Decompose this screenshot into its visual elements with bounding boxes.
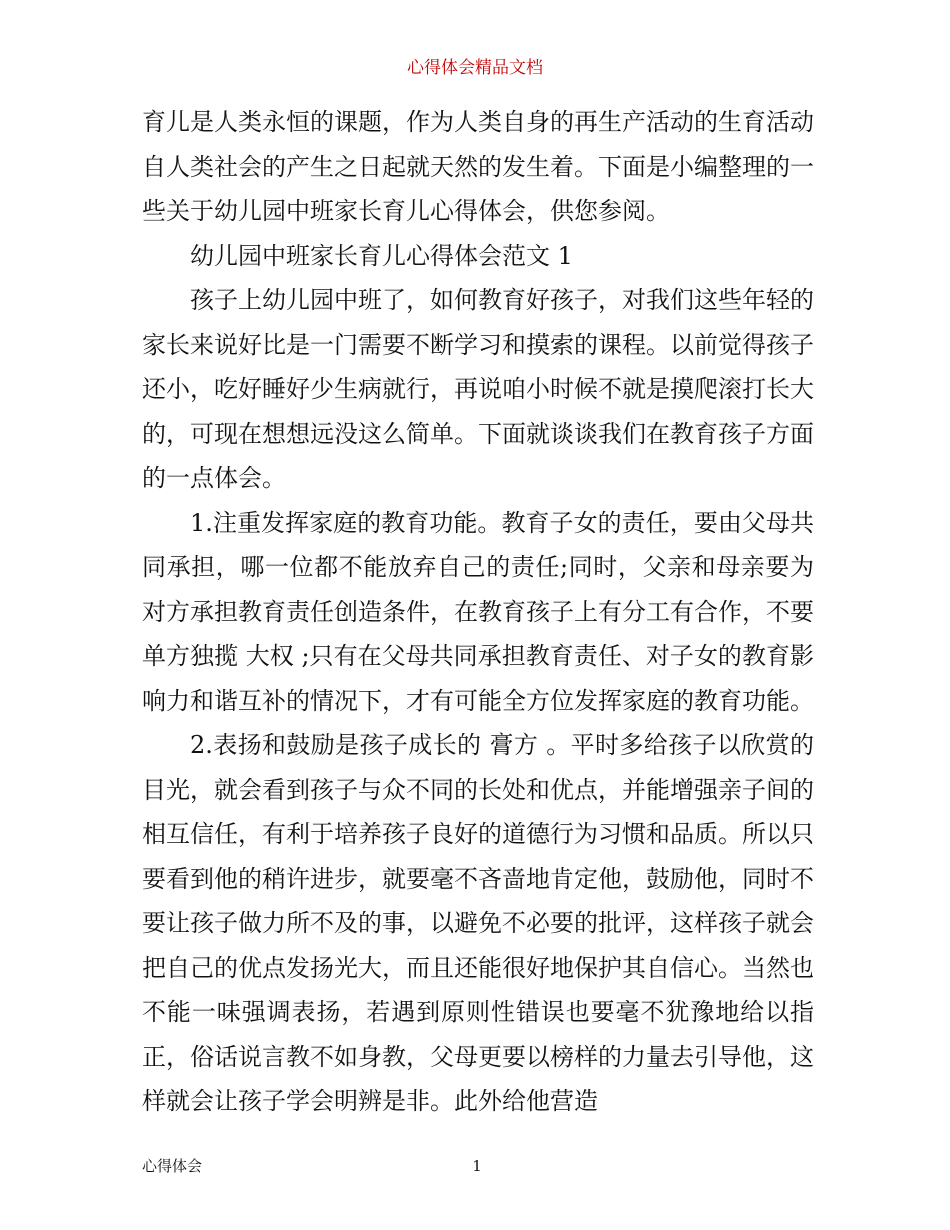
section-heading: 幼儿园中班家长育儿心得体会范文 1 — [190, 241, 573, 270]
intro-paragraph: 育儿是人类永恒的课题，作为人类自身的再生产活动的生育活动自人类社会的产生之日起就天然的发生着。下面是小编整理的一些关于幼儿园中班家长育儿心得体会，供您参阅。 — [142, 108, 814, 225]
footer-label: 心得体会 — [142, 1157, 203, 1175]
body-paragraph: 孩子上幼儿园中班了，如何教育好孩子，对我们这些年轻的家长来说好比是一门需要不断学习和摸索的课程。以前觉得孩子还小，吃好睡好少生病就行，再说咱小时候不就是摸爬滚打长大的，可现在想想远没这么简单。下面就谈谈我们在教育孩子方面的一点体会。 — [142, 286, 814, 492]
page-number: 1 — [472, 1157, 482, 1175]
page-header-title: 心得体会精品文档 — [407, 58, 543, 78]
body-paragraph: 1.注重发挥家庭的教育功能。教育子女的责任，要由父母共同承担，哪一位都不能放弃自己的责任;同时，父亲和母亲要为对方承担教育责任创造条件，在教育孩子上有分工有合作，不要单方独揽 大权 ;只有在父母共同承担教育责任、对子女的教育影响力和谐互补的情况下，才有可能全方位发挥家庭的教育功能。 — [142, 508, 814, 715]
body-paragraph: 2.表扬和鼓励是孩子成长的 膏方 。平时多给孩子以欣赏的目光，就会看到孩子与众不同的长处和优点，并能增强亲子间的相互信任，有利于培养孩子良好的道德行为习惯和品质。所以只要看到他的稍许进步，就要毫不吝啬地肯定他，鼓励他，同时不要让孩子做力所不及的事，以避免不必要的批评，这样孩子就会把自己的优点发扬光大，而且还能很好地保护其自信心。当然也不能一味强调表扬，若遇到原则性错误也要毫不犹豫地给以指正，俗话说言教不如身教，父母更要以榜样的力量去引导他，这样就会让孩子学会明辨是非。此外给他营造 — [142, 731, 814, 1115]
document-body — [142, 100, 814, 1124]
